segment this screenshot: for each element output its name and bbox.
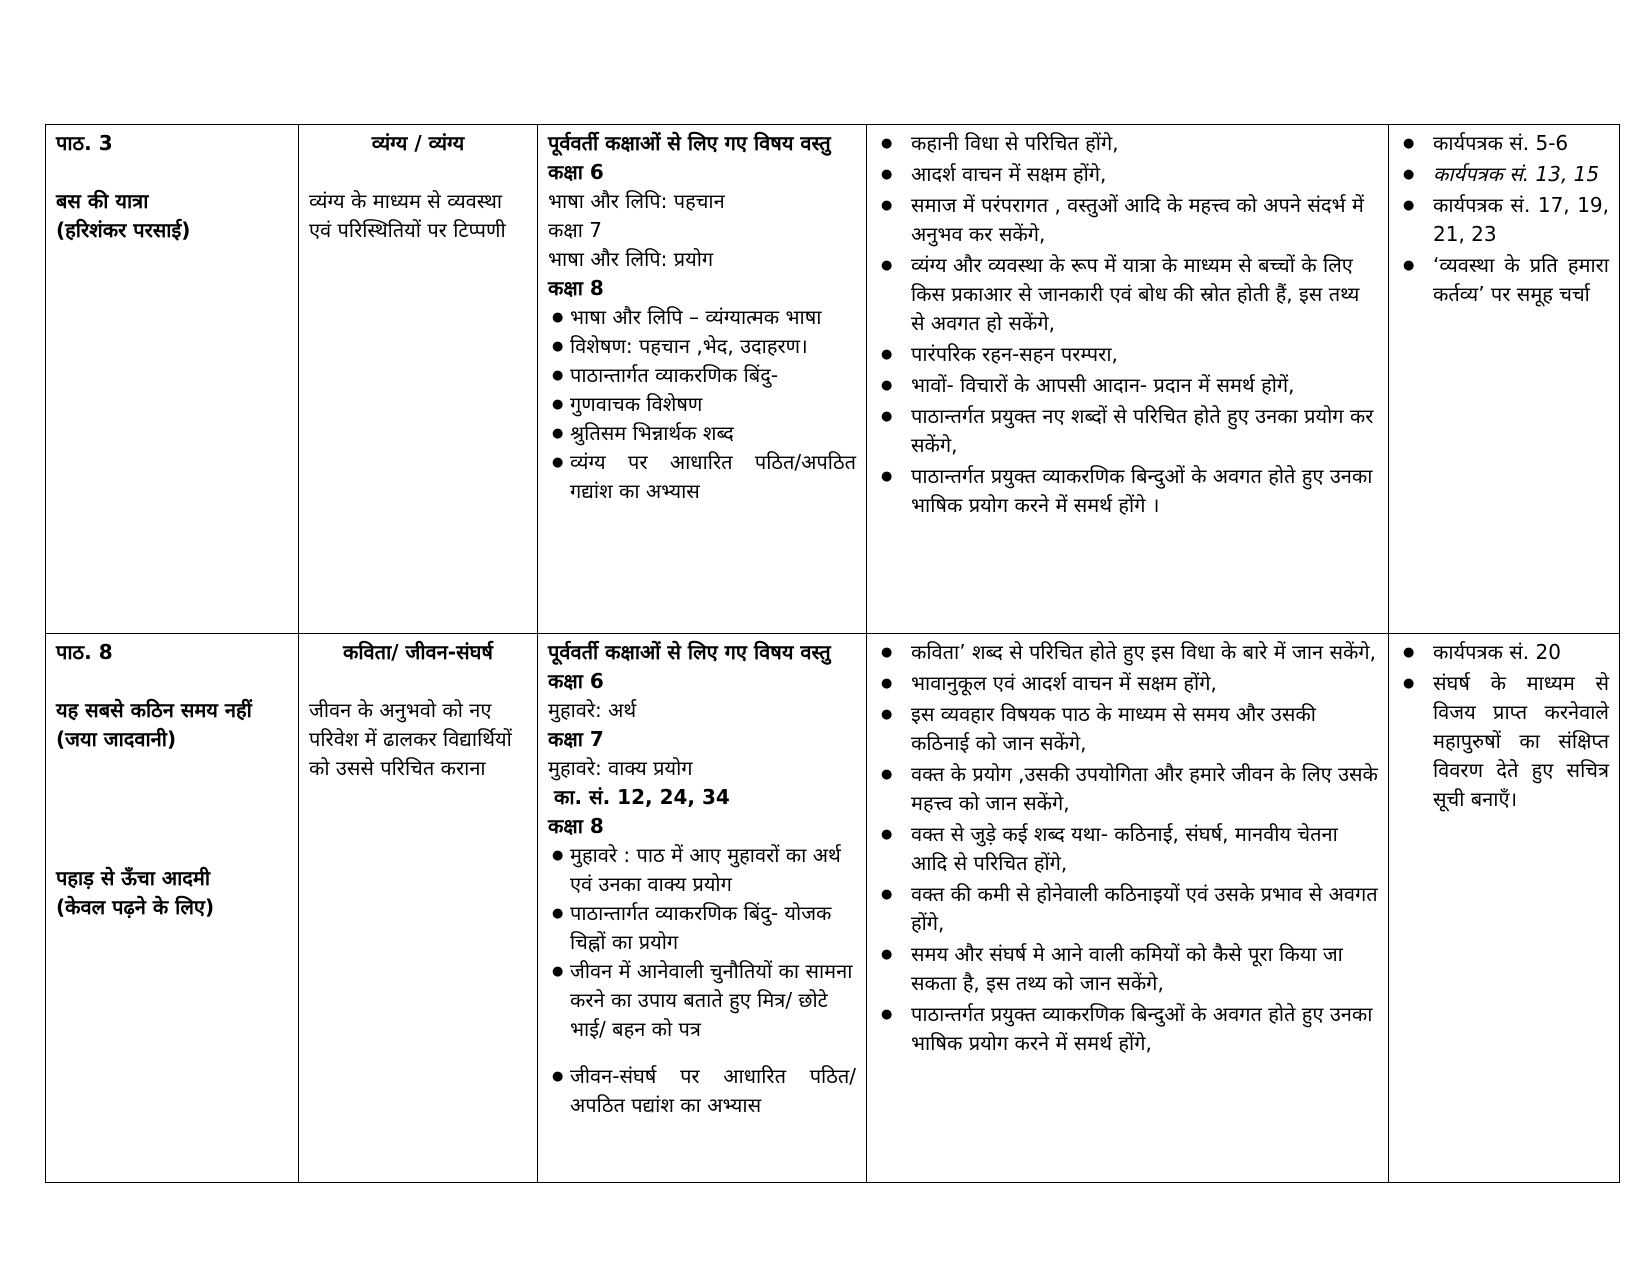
- class-6-label: कक्षा 6: [548, 669, 604, 693]
- extra-lesson-note: (केवल पढ़ने के लिए): [56, 895, 215, 919]
- lesson-number: पाठ. 3: [56, 131, 113, 155]
- list-item: ● ‘व्यवस्था के प्रति हमारा कर्तव्य’ पर समूह चर्चा: [1399, 251, 1609, 309]
- class-7-text: मुहावरे: वाक्य प्रयोग: [548, 756, 693, 780]
- activities-cell: [1389, 125, 1620, 634]
- list-item: ● जीवन-संघर्ष पर आधारित पठित/अपठित पद्यांश का अभ्यास: [548, 1062, 856, 1120]
- list-item: ● संघर्ष के माध्यम से विजय प्राप्त करनेवाले महापुरुषों का संक्षिप्त विवरण देते हुए सचित्र सूची बनाएँ।: [1399, 669, 1609, 814]
- list-item: ● व्यंग्य पर आधारित पठित/अपठित गद्यांश का अभ्यास: [548, 448, 856, 506]
- lesson-cell: [46, 634, 299, 1183]
- previous-content-cell: [538, 125, 867, 634]
- lesson-plan-table: [45, 124, 1620, 1183]
- list-item: ● समय और संघर्ष मे आने वाली कमियों को कैसे पूरा किया जा सकता है, इस तथ्य को जान सकेंगे,: [877, 940, 1378, 998]
- lesson-title: बस की यात्रा: [56, 189, 149, 213]
- previous-content-cell: [538, 634, 867, 1183]
- list-item: ● आदर्श वाचन में सक्षम होंगे,: [877, 160, 1378, 189]
- objectives-list: [877, 129, 1378, 520]
- objectives-cell: [867, 125, 1389, 634]
- lesson-author: (जया जादवानी): [56, 727, 177, 751]
- activities-cell: [1389, 634, 1620, 1183]
- list-item: ● श्रुतिसम भिन्नार्थक शब्द: [548, 419, 856, 448]
- list-item: ● कार्यपत्रक सं. 20: [1399, 638, 1609, 667]
- list-item: ● व्यंग्य और व्यवस्था के रूप में यात्रा के माध्यम से बच्चों के लिए किस प्रकाआर से जानकारी एवं बोध की स्रोत होती हैं, इस तथ्य से अवगत हो सकेंगे,: [877, 251, 1378, 338]
- list-item: ● पाठान्तर्गत प्रयुक्त व्याकरणिक बिन्दुओं के अवगत होते हुए उनका भाषिक प्रयोग करने में समर्थ होंगे ।: [877, 462, 1378, 520]
- list-item: ● समाज में परंपरागत , वस्तुओं आदि के महत्त्व को अपने संदर्भ में अनुभव कर सकेंगे,: [877, 191, 1378, 249]
- previous-content-heading: पूर्ववर्ती कक्षाओं से लिए गए विषय वस्तु: [548, 640, 831, 664]
- genre-description: जीवन के अनुभवो को नए परिवेश में ढालकर विद्यार्थियों को उससे परिचित कराना: [309, 698, 512, 780]
- genre-heading: व्यंग्य / व्यंग्य: [371, 131, 465, 155]
- list-item: ● कार्यपत्रक सं. 5-6: [1399, 129, 1609, 158]
- class-6-text: भाषा और लिपि: पहचान: [548, 189, 725, 213]
- class-8-list: [548, 841, 856, 1120]
- class-7-label: कक्षा 7: [548, 218, 602, 242]
- list-item: ● कार्यपत्रक सं. 17, 19, 21, 23: [1399, 191, 1609, 249]
- class-6-text: मुहावरे: अर्थ: [548, 698, 637, 722]
- genre-cell: [299, 634, 538, 1183]
- list-item: ● इस व्यवहार विषयक पाठ के माध्यम से समय और उसकी कठिनाई को जान सकेंगे,: [877, 700, 1378, 758]
- list-item: ● विशेषण: पहचान ,भेद, उदाहरण।: [548, 332, 856, 361]
- list-item: ● भावानुकूल एवं आदर्श वाचन में सक्षम होंगे,: [877, 669, 1378, 698]
- list-item: ● पाठान्तर्गत प्रयुक्त नए शब्दों से परिचित होते हुए उनका प्रयोग कर सकेंगे,: [877, 402, 1378, 460]
- list-item: ● भाषा और लिपि – व्यंग्यात्मक भाषा: [548, 303, 856, 332]
- genre-description: व्यंग्य के माध्यम से व्यवस्था एवं परिस्थितियों पर टिप्पणी: [309, 189, 506, 242]
- genre-heading: कविता/ जीवन-संघर्ष: [343, 640, 493, 664]
- lesson-number: पाठ. 8: [56, 640, 113, 664]
- class-8-label: कक्षा 8: [548, 276, 604, 300]
- activities-list: [1399, 129, 1609, 309]
- class-8-list: [548, 303, 856, 506]
- list-item: ● पाठान्तर्गत प्रयुक्त व्याकरणिक बिन्दुओं के अवगत होते हुए उनका भाषिक प्रयोग करने में समर्थ होंगे,: [877, 1000, 1378, 1058]
- activities-list: [1399, 638, 1609, 814]
- lesson-title: यह सबसे कठिन समय नहीं: [56, 698, 252, 722]
- objectives-list: [877, 638, 1378, 1058]
- list-item: ● कहानी विधा से परिचित होंगे,: [877, 129, 1378, 158]
- previous-content-heading: पूर्ववर्ती कक्षाओं से लिए गए विषय वस्तु: [548, 131, 831, 155]
- list-item: ● कविता’ शब्द से परिचित होते हुए इस विधा के बारे में जान सकेंगे,: [877, 638, 1378, 667]
- list-item: ● गुणवाचक विशेषण: [548, 390, 856, 419]
- list-item: ● पारंपरिक रहन-सहन परम्परा,: [877, 340, 1378, 369]
- table-row: [46, 634, 1620, 1183]
- extra-lesson-title: पहाड़ से ऊँचा आदमी: [56, 866, 211, 890]
- list-item: ● जीवन में आनेवाली चुनौतियों का सामना करने का उपाय बताते हुए मित्र/ छोटे भाई/ बहन को पत्र: [548, 957, 856, 1044]
- list-item: ● भावों- विचारों के आपसी आदान- प्रदान में समर्थ होगें,: [877, 371, 1378, 400]
- class-6-label: कक्षा 6: [548, 160, 604, 184]
- list-item: ● वक्त के प्रयोग ,उसकी उपयोगिता और हमारे जीवन के लिए उसके महत्त्व को जान सकेंगे,: [877, 760, 1378, 818]
- worksheet-numbers: का. सं. 12, 24, 34: [554, 785, 730, 809]
- list-item: ● मुहावरे : पाठ में आए मुहावरों का अर्थ एवं उनका वाक्य प्रयोग: [548, 841, 856, 899]
- list-item: ● पाठान्तार्गत व्याकरणिक बिंदु-: [548, 361, 856, 390]
- lesson-author: (हरिशंकर परसाई): [56, 218, 191, 242]
- list-item: ● वक्त की कमी से होनेवाली कठिनाइयों एवं उसके प्रभाव से अवगत होंगे,: [877, 880, 1378, 938]
- list-item: ● वक्त से जुड़े कई शब्द यथा- कठिनाई, संघर्ष, मानवीय चेतना आदि से परिचित होंगे,: [877, 820, 1378, 878]
- lesson-cell: [46, 125, 299, 634]
- class-7-label: कक्षा 7: [548, 727, 604, 751]
- objectives-cell: [867, 634, 1389, 1183]
- list-item: ● कार्यपत्रक सं. 13, 15: [1399, 160, 1609, 189]
- genre-cell: [299, 125, 538, 634]
- class-8-label: कक्षा 8: [548, 814, 604, 838]
- class-7-text: भाषा और लिपि: प्रयोग: [548, 247, 714, 271]
- list-item: ● पाठान्तार्गत व्याकरणिक बिंदु- योजक चिह्नों का प्रयोग: [548, 899, 856, 957]
- table-row: [46, 125, 1620, 634]
